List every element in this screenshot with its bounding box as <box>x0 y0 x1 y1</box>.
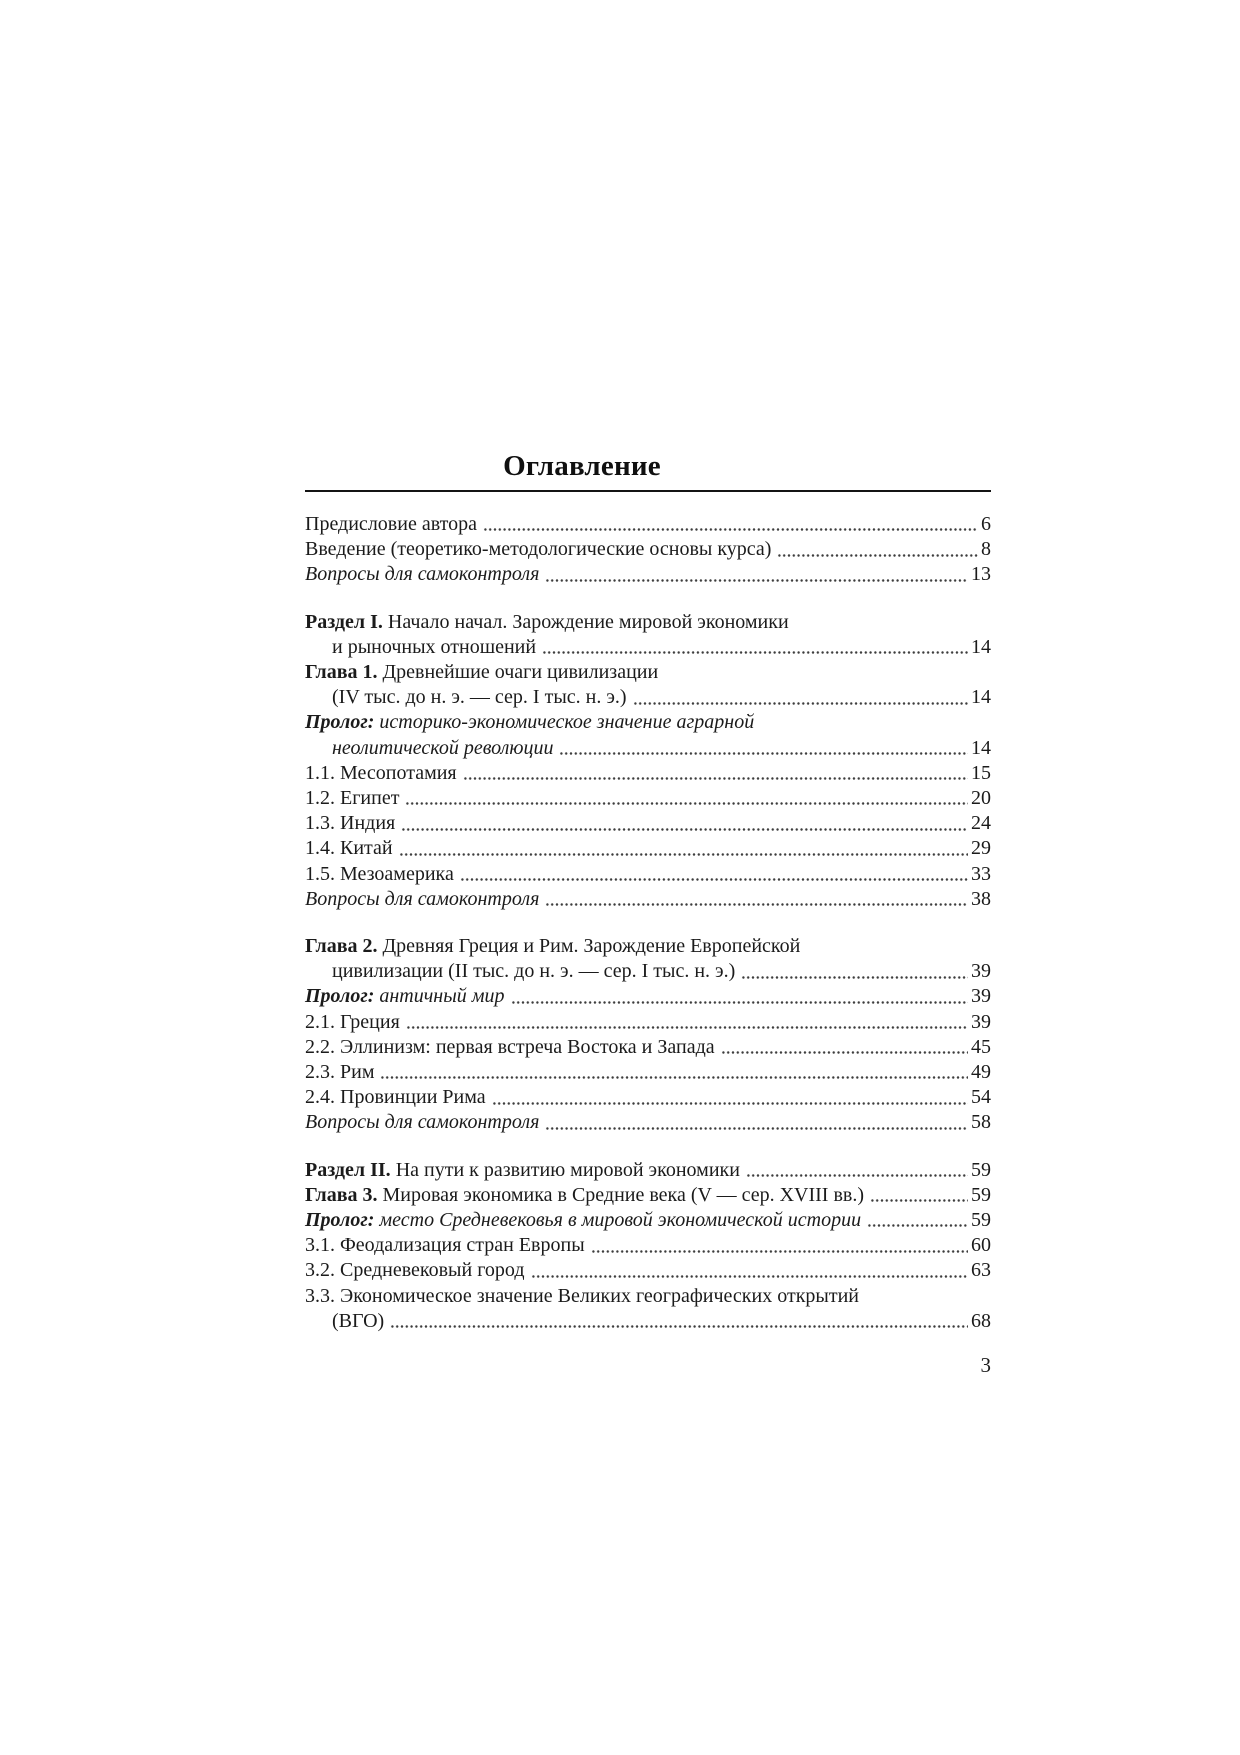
toc-page-number: 54 <box>971 1086 991 1109</box>
dot-leader <box>746 1158 968 1183</box>
toc-entry-text <box>305 934 800 959</box>
toc-page-number: 29 <box>971 837 991 860</box>
toc-entry-line <box>305 1010 991 1035</box>
dot-leader <box>483 512 978 537</box>
toc-entry-line <box>305 562 991 587</box>
dot-leader <box>591 1233 968 1258</box>
toc-page-number: 45 <box>971 1035 991 1058</box>
toc-entry-line <box>305 1183 991 1208</box>
toc-text-segment: 3.2. Средневековый город <box>305 1259 525 1282</box>
toc-page-number: 38 <box>971 887 991 910</box>
dot-leader <box>867 1208 968 1233</box>
dot-leader <box>741 959 968 984</box>
toc-page-number: 60 <box>971 1234 991 1257</box>
toc-text-segment: место Средневековья в мировой экономической истории <box>374 1209 862 1232</box>
toc-entry-line <box>305 836 991 861</box>
toc-entry-text <box>305 1085 486 1110</box>
dot-leader <box>463 761 968 786</box>
toc-text-segment: Глава 2. <box>305 935 378 958</box>
toc-entry-text <box>305 562 539 587</box>
dot-leader <box>721 1035 968 1060</box>
dot-leader <box>390 1309 968 1334</box>
toc-text-segment: и рыночных отношений <box>332 635 537 658</box>
toc-text-segment: Вопросы для самоконтроля <box>305 887 540 910</box>
toc-entry-text <box>305 537 771 562</box>
toc-entry-text <box>305 1060 374 1085</box>
toc-entry-text <box>332 959 735 984</box>
toc-page-number: 39 <box>971 985 991 1008</box>
toc-entry-text <box>305 887 539 912</box>
toc-text-segment: 3.1. Феодализация стран Европы <box>305 1234 585 1257</box>
toc-entry-text <box>305 836 393 861</box>
toc-entry-text <box>305 660 658 685</box>
toc-entry-line <box>305 811 991 836</box>
toc-entry-text <box>305 1010 400 1035</box>
toc-text-segment: Древнейшие очаги цивилизации <box>377 661 659 684</box>
toc-entry-line <box>305 1110 991 1135</box>
toc-entry-line <box>305 736 991 761</box>
page-title: Оглавление <box>503 450 661 482</box>
toc-page-number: 33 <box>971 862 991 885</box>
toc-text-segment: 2.4. Провинции Рима <box>305 1086 486 1109</box>
toc-entry-line <box>305 512 991 537</box>
toc-entry-line <box>305 934 991 959</box>
toc-entry-line <box>305 1158 991 1183</box>
toc-page-number: 39 <box>971 1010 991 1033</box>
toc-entry-line <box>305 1035 991 1060</box>
toc-page-number: 8 <box>981 538 991 561</box>
toc-entry-text <box>332 635 536 660</box>
toc-page-number: 13 <box>971 563 991 586</box>
toc-text-segment: (ВГО) <box>332 1309 385 1332</box>
toc-text-segment: Раздел I. <box>305 610 383 633</box>
toc-entry-line <box>305 959 991 984</box>
toc-text-segment: Раздел II. <box>305 1158 391 1181</box>
toc-page-number: 20 <box>971 787 991 810</box>
dot-leader <box>559 736 968 761</box>
toc-text-segment: Начало начал. Зарождение мировой экономики <box>382 610 789 633</box>
toc-entry-line <box>305 537 991 562</box>
toc-entry-text <box>305 1158 740 1183</box>
dot-leader <box>545 562 968 587</box>
toc-section-gap <box>305 912 991 934</box>
dot-leader <box>399 836 968 861</box>
toc-entry-line <box>305 710 991 735</box>
toc-text-segment: (IV тыс. до н. э. — сер. I тыс. н. э.) <box>332 686 627 709</box>
dot-leader <box>633 685 968 710</box>
toc-entry-line <box>305 1258 991 1283</box>
toc-entry-text <box>305 1183 864 1208</box>
toc-entry-text <box>305 862 454 887</box>
toc-text-segment: Предисловие автора <box>305 513 477 535</box>
toc-entry-text <box>305 1035 715 1060</box>
toc-entry-text <box>305 710 754 735</box>
toc-entry-line <box>305 1284 991 1309</box>
toc-text-segment: античный мир <box>374 985 505 1008</box>
toc-text-segment: Введение (теоретико-методологические основы курса) <box>305 538 772 561</box>
toc-entry-line <box>305 761 991 786</box>
toc-entry-text <box>305 1208 861 1233</box>
dot-leader <box>777 537 978 562</box>
toc-page-number: 59 <box>971 1183 991 1206</box>
toc-entry-text <box>305 984 505 1009</box>
toc-section-gap <box>305 588 991 610</box>
toc-entry-line <box>305 862 991 887</box>
toc-text-segment: 2.1. Греция <box>305 1010 400 1033</box>
toc-text-segment: 1.3. Индия <box>305 812 396 835</box>
toc-text-segment: цивилизации (II тыс. до н. э. — сер. I тыс. н. э.) <box>332 960 736 983</box>
toc-text-segment: 1.4. Китай <box>305 837 393 860</box>
toc-entry-line <box>305 635 991 660</box>
dot-leader <box>380 1060 968 1085</box>
toc-page-number: 14 <box>971 635 991 658</box>
toc-entry-line <box>305 1085 991 1110</box>
toc-page-number: 59 <box>971 1209 991 1232</box>
title-rule <box>305 490 991 492</box>
toc-page-number: 58 <box>971 1111 991 1134</box>
toc-text-segment: 2.3. Рим <box>305 1061 375 1084</box>
toc-text-segment: 1.1. Месопотамия <box>305 761 457 784</box>
toc-page-number: 63 <box>971 1259 991 1282</box>
toc-entry-line <box>305 1208 991 1233</box>
toc-entry-line <box>305 887 991 912</box>
toc-text-segment: Пролог: <box>305 1209 375 1232</box>
toc-entry-text <box>305 1233 585 1258</box>
toc-list <box>305 512 991 1334</box>
toc-section-gap <box>305 1136 991 1158</box>
toc-text-segment: Глава 1. <box>305 661 378 684</box>
dot-leader <box>492 1085 968 1110</box>
toc-entry-text <box>305 512 477 537</box>
toc-entry-text <box>305 1110 539 1135</box>
dot-leader <box>542 635 968 660</box>
toc-entry-line <box>305 984 991 1009</box>
dot-leader <box>531 1258 968 1283</box>
toc-text-segment: Древняя Греция и Рим. Зарождение Европейской <box>377 935 801 958</box>
toc-entry-text <box>305 1284 859 1309</box>
toc-entry-text <box>332 1309 384 1334</box>
toc-text-segment: Пролог: <box>305 711 375 734</box>
toc-text-segment: Вопросы для самоконтроля <box>305 563 540 586</box>
toc-page-number: 14 <box>971 686 991 709</box>
toc-content <box>305 450 991 1334</box>
toc-text-segment: 2.2. Эллинизм: первая встреча Востока и Запада <box>305 1035 715 1058</box>
toc-text-segment: 3.3. Экономическое значение Великих географических открытий <box>305 1284 860 1307</box>
toc-entry-line <box>305 685 991 710</box>
toc-text-segment: Мировая экономика в Средние века (V — сер. XVIII вв.) <box>377 1183 865 1206</box>
toc-page-number: 68 <box>971 1309 991 1332</box>
toc-page-number: 49 <box>971 1061 991 1084</box>
toc-text-segment: историко-экономическое значение аграрной <box>374 711 755 734</box>
dot-leader <box>545 1110 968 1135</box>
toc-entry-line <box>305 610 991 635</box>
dot-leader <box>511 984 968 1009</box>
toc-text-segment: Глава 3. <box>305 1183 378 1206</box>
dot-leader <box>460 862 968 887</box>
toc-text-segment: На пути к развитию мировой экономики <box>390 1158 740 1181</box>
dot-leader <box>870 1183 968 1208</box>
toc-entry-text <box>305 786 399 811</box>
toc-text-segment: 1.2. Египет <box>305 787 400 810</box>
toc-entry-line <box>305 1309 991 1334</box>
toc-page-number: 24 <box>971 812 991 835</box>
toc-entry-line <box>305 786 991 811</box>
toc-entry-text <box>332 685 627 710</box>
toc-entry-text <box>305 610 789 635</box>
dot-leader <box>406 1010 968 1035</box>
toc-page-number: 6 <box>981 513 991 535</box>
dot-leader <box>545 887 968 912</box>
dot-leader <box>401 811 968 836</box>
toc-entry-line <box>305 1233 991 1258</box>
toc-page-number: 59 <box>971 1158 991 1181</box>
toc-entry-text <box>305 761 457 786</box>
toc-page-number: 14 <box>971 736 991 759</box>
toc-text-segment: неолитической революции <box>332 736 554 759</box>
toc-page-number: 39 <box>971 960 991 983</box>
dot-leader <box>405 786 968 811</box>
toc-text-segment: 1.5. Мезоамерика <box>305 862 454 885</box>
toc-entry-text <box>305 811 395 836</box>
toc-entry-line <box>305 660 991 685</box>
toc-entry-text <box>305 1258 525 1283</box>
folio-page-number: 3 <box>980 1353 991 1377</box>
toc-text-segment: Вопросы для самоконтроля <box>305 1111 540 1134</box>
toc-text-segment: Пролог: <box>305 985 375 1008</box>
toc-page-number: 15 <box>971 761 991 784</box>
toc-entry-line <box>305 1060 991 1085</box>
toc-entry-text <box>332 736 553 761</box>
